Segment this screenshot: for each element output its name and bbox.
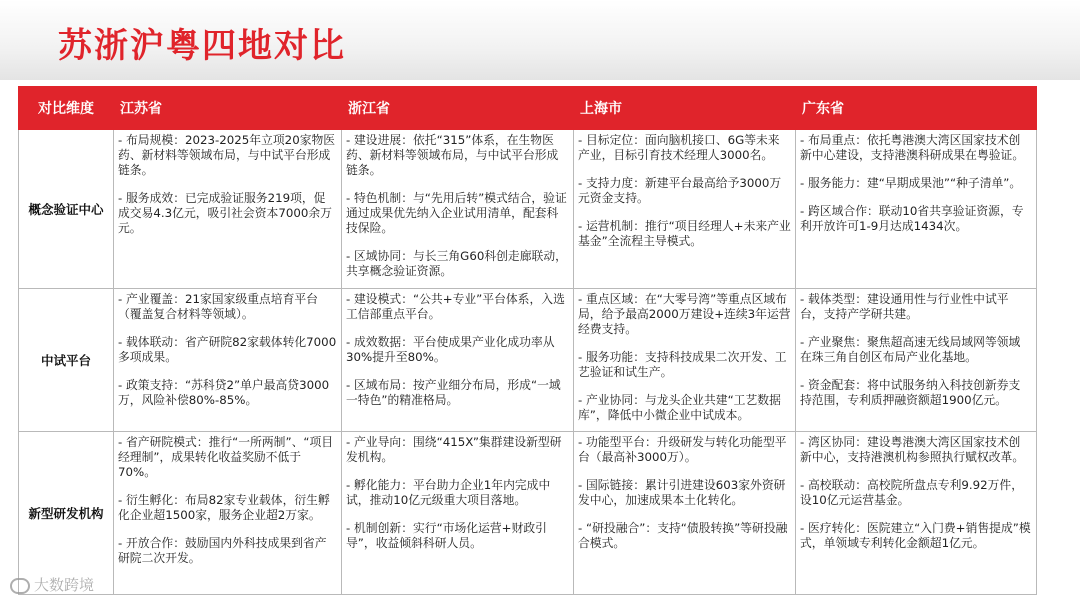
cell-item: - 产业覆盖：21家国家级重点培育平台（覆盖复合材料等领域）。 [118, 292, 318, 321]
cell-item: - 高校联动：高校院所盘点专利9.92万件，设10亿元运营基金。 [800, 478, 1024, 507]
cell-item: - 产业协同：与龙头企业共建“工艺数据库”，降低中小微企业中试成本。 [578, 393, 781, 422]
cell-guangdong [796, 289, 1037, 432]
row-label: 新型研发机构 [19, 432, 114, 595]
cell-guangdong [796, 130, 1037, 289]
cell-zhejiang [342, 289, 574, 432]
cell-item: - 建设进展：依托“315”体系，在生物医药、新材料等领域布局，与中试平台形成链条。 [346, 133, 559, 177]
cell-item: - 政策支持：“苏科贷2”单户最高贷3000万，风险补偿80%-85%。 [118, 378, 330, 407]
table-header-row [19, 87, 1037, 130]
table-row [19, 130, 1037, 289]
cell-guangdong [796, 432, 1037, 595]
cell-item: - 医疗转化：医院建立“入门费+销售提成”模式，单领域专利转化金额超1亿元。 [800, 521, 1031, 550]
cell-item: - 资金配套：将中试服务纳入科技创新券支持范围，专利质押融资额超1900亿元。 [800, 378, 1021, 407]
cell-item: - 服务功能：支持科技成果二次开发、工艺验证和试生产。 [578, 350, 787, 379]
cell-shanghai [574, 289, 796, 432]
cell-item: - 布局规模：2023-2025年立项20家物医药、新材料等领域布局，与中试平台形成链条。 [118, 133, 336, 177]
cell-item: - 目标定位：面向脑机接口、6G等未来产业，目标引育技术经理人3000名。 [578, 133, 780, 162]
cell-jiangsu [114, 289, 342, 432]
table-row [19, 289, 1037, 432]
row-label: 中试平台 [19, 289, 114, 432]
header-dimension: 对比维度 [19, 87, 114, 130]
cell-jiangsu [114, 130, 342, 289]
cell-item: - 国际链接：累计引进建设603家外资研发中心，加速成果本土化转化。 [578, 478, 786, 507]
watermark-text: 大数跨境 [34, 576, 95, 594]
cell-item: - 产业导向：围绕“415X”集群建设新型研发机构。 [346, 435, 562, 464]
cell-item: - 产业聚焦：聚焦超高速无线局域网等领域在珠三角自创区布局产业化基地。 [800, 335, 1021, 364]
cell-item: - 重点区域：在“大零号湾”等重点区域布局，给予最高2000万建设+连续3年运营经费支持。 [578, 292, 791, 336]
watermark [10, 574, 94, 595]
logo-icon [10, 578, 30, 594]
cell-item: - 支持力度：新建平台最高给予3000万元资金支持。 [578, 176, 782, 205]
cell-item: - 开放合作：鼓励国内外科技成果到省产研院二次开发。 [118, 536, 327, 565]
header-shanghai: 上海市 [574, 87, 796, 130]
cell-zhejiang [342, 432, 574, 595]
cell-item: - 跨区域合作：联动10省共享验证资源，专利开放许可1-9月达成1434次。 [800, 204, 1024, 233]
cell-item: - 布局重点：依托粤港澳大湾区国家技术创新中心建设，支持港澳科研成果在粤验证。 [800, 133, 1025, 162]
cell-item: - 特色机制：与“先用后转”模式结合，验证通过成果优先纳入企业试用清单，配套科技保险。 [346, 191, 567, 235]
cell-item: - 成效数据：平台使成果产业化成功率从30%提升至80%。 [346, 335, 555, 364]
cell-item: - 孵化能力：平台助力企业1年内完成中试，推动10亿元级重大项目落地。 [346, 478, 551, 507]
cell-item: - 区域协同：与长三角G60科创走廊联动，共享概念验证资源。 [346, 249, 567, 278]
cell-item: - “研投融合”：支持“债股转换”等研投融合模式。 [578, 521, 788, 550]
cell-item: - 服务能力：建“早期成果池”“种子清单”。 [800, 176, 1022, 190]
cell-jiangsu [114, 432, 342, 595]
cell-item: - 区域布局：按产业细分布局，形成“一域一特色”的精准格局。 [346, 378, 561, 407]
cell-item: - 运营机制：推行“项目经理人+未来产业基金”全流程主导模式。 [578, 219, 791, 248]
cell-shanghai [574, 130, 796, 289]
cell-item: - 功能型平台：升级研发与转化功能型平台（最高补3000万）。 [578, 435, 787, 464]
row-label: 概念验证中心 [19, 130, 114, 289]
header-zhejiang: 浙江省 [342, 87, 574, 130]
header-jiangsu: 江苏省 [114, 87, 342, 130]
cell-zhejiang [342, 130, 574, 289]
cell-item: - 建设模式：“公共+专业”平台体系，入选工信部重点平台。 [346, 292, 565, 321]
cell-item: - 湾区协同：建设粤港澳大湾区国家技术创新中心，支持港澳机构参照执行赋权改革。 [800, 435, 1025, 464]
comparison-table [18, 86, 1037, 595]
cell-item: - 省产研院模式：推行“一所两制”、“项目经理制”，成果转化收益奖励不低于70%。 [118, 435, 334, 479]
page-title: 苏浙沪粤四地对比 [58, 26, 346, 66]
header-guangdong: 广东省 [796, 87, 1037, 130]
cell-item: - 载体类型：建设通用性与行业性中试平台，支持产学研共建。 [800, 292, 1009, 321]
cell-item: - 载体联动：省产研院82家载体转化7000多项成果。 [118, 335, 337, 364]
cell-item: - 服务成效：已完成验证服务219项，促成交易4.3亿元，吸引社会资本7000余万元。 [118, 191, 332, 235]
table-row [19, 432, 1037, 595]
cell-item: - 衍生孵化：布局82家专业载体，衍生孵化企业超1500家，服务企业超2万家。 [118, 493, 330, 522]
cell-shanghai [574, 432, 796, 595]
cell-item: - 机制创新：实行“市场化运营+财政引导”，收益倾斜科研人员。 [346, 521, 547, 550]
